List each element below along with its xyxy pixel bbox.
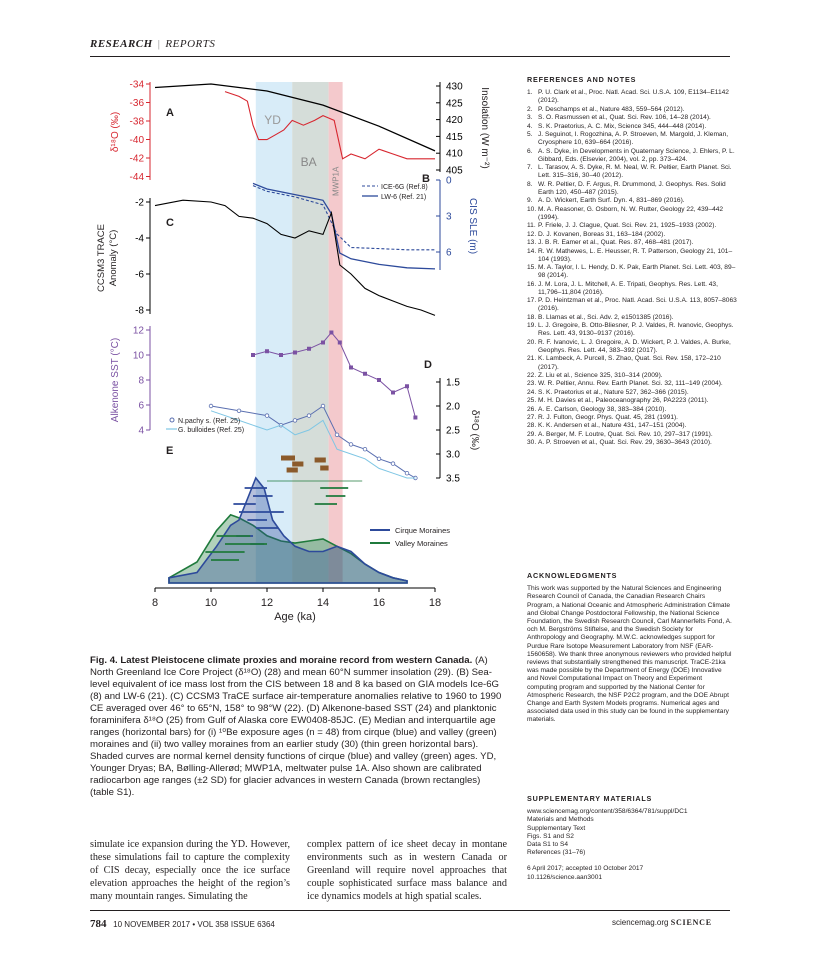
reference-text: Z. Liu et al., Science 325, 310–314 (2009). <box>538 372 663 380</box>
reference-number: 26. <box>527 405 537 413</box>
supplementary-line: References (31–76) <box>527 849 586 857</box>
radiocarbon-range <box>292 462 303 467</box>
body-column-2: complex pattern of ice sheet decay in montane environments such as in western Canada or Greenland will require novel approaches that couple sophisticated surface mass balance and ice dynamics models at high spatial scales. <box>307 839 507 902</box>
pachy-point <box>405 471 409 475</box>
reference-item <box>527 322 737 338</box>
axis-d-right-label: 3.0 <box>446 449 460 461</box>
sst-point <box>279 353 283 357</box>
supplementary-line: Figs. S1 and S2 <box>527 832 574 840</box>
panel-label-e: E <box>166 445 174 457</box>
axis-d-left-label: 6 <box>138 400 144 412</box>
axis-d-title: Alkenone SST (°C) <box>110 337 121 423</box>
axis-d-left-label: 10 <box>132 350 144 362</box>
reference-item <box>527 106 737 114</box>
reference-number: 23. <box>527 380 537 388</box>
reference-text: W. R. Peltier, D. F. Argus, R. Drummond, J. Geophys. Res. Solid Earth 120, 450–487 (2015). <box>538 180 726 196</box>
reference-number: 6. <box>527 147 533 155</box>
reference-number: 10. <box>527 205 537 213</box>
supplementary-section <box>527 795 732 882</box>
reference-item <box>527 123 737 131</box>
reference-item <box>527 339 737 355</box>
reference-text: A. E. Carlson, Geology 38, 383–384 (2010). <box>538 405 667 413</box>
reference-text: S. K. Praetorius, A. C. Mix, Science 345, 444–448 (2014). <box>538 122 707 130</box>
reference-text: L. Tarasov, A. S. Dyke, R. M. Neal, W. R. Peltier, Earth Planet. Sci. Lett. 315–316, 30–40 (2012). <box>538 164 732 180</box>
sst-point <box>391 391 395 395</box>
axis-d-left-label: 8 <box>138 375 144 387</box>
axis-d-left-label: 12 <box>132 325 144 337</box>
reference-text: A. P. Stroeven et al., Quat. Sci. Rev. 29, 3630–3643 (2010). <box>538 439 712 447</box>
references-section <box>527 76 737 448</box>
reference-text: J. Seguinot, I. Rogozhina, A. P. Stroeven, M. Margold, J. Kleman, Cryosphere 10, 639–664 (2016). <box>538 130 729 147</box>
reference-text: K. Lambeck, A. Purcell, S. Zhao, Quat. Sci. Rev. 158, 172–210 (2017). <box>538 355 721 371</box>
reference-number: 3. <box>527 114 533 122</box>
supplementary-line: Materials and Methods <box>527 816 594 824</box>
reference-text: R. F. Ivanovic, L. J. Gregoire, A. D. Wickert, P. J. Valdes, A. Burke, Geophys. Res. Lett. 44, 383–392 (2017). <box>538 338 731 355</box>
reference-text: A. D. Wickert, Earth Surf. Dyn. 4, 831–869 (2016). <box>538 197 685 205</box>
reference-item <box>527 372 737 380</box>
caption-title: Fig. 4. Latest Pleistocene climate proxies and moraine record from western Canada. <box>90 655 473 666</box>
pachy-point <box>293 419 297 423</box>
footer-left <box>90 918 275 930</box>
reference-text: M. A. Taylor, I. L. Hendy, D. K. Pak, Earth Planet. Sci. Lett. 403, 89–98 (2014). <box>538 264 736 280</box>
axis-d-left-label: 4 <box>138 425 144 437</box>
reference-text: J. B. R. Eamer et al., Quat. Res. 87, 468–481 (2017). <box>538 239 694 247</box>
legend-ice6g-label: ICE-6G (Ref.8) <box>381 184 428 191</box>
x-axis-title: Age (ka) <box>274 611 316 623</box>
yd-label: YD <box>264 113 281 127</box>
reference-item <box>527 231 737 239</box>
reference-text: L. J. Gregoire, B. Otto-Bliesner, P. J. Valdes, R. Ivanovic, Geophys. Res. Lett. 43, 9130–9137 (2016). <box>538 322 734 338</box>
reference-number: 21. <box>527 355 537 363</box>
sst-point <box>363 372 367 376</box>
reference-item <box>527 297 737 313</box>
pachy-point <box>209 404 213 408</box>
x-axis-tick-label: 12 <box>260 597 274 609</box>
axis-a-right-label: 410 <box>446 148 463 160</box>
doi: 10.1126/science.aan3001 <box>527 873 603 881</box>
reference-item <box>527 222 737 230</box>
panel-label-d: D <box>424 359 432 371</box>
axis-a-left-label: -36 <box>129 98 144 109</box>
axis-d-right-label: 2.5 <box>446 425 460 437</box>
axis-c-left-label: -8 <box>135 305 144 317</box>
mwp1a-label: MWP1A <box>331 166 341 196</box>
axis-b-right-label: 6 <box>446 247 452 259</box>
axis-c-left-label: -2 <box>135 197 144 209</box>
reference-number: 8. <box>527 180 533 188</box>
radiocarbon-range <box>281 456 295 461</box>
figure-4 <box>90 68 490 628</box>
reference-item <box>527 239 737 247</box>
reference-item <box>527 197 737 205</box>
reference-item <box>527 314 737 322</box>
axis-a-left-label: -38 <box>129 116 144 128</box>
legend-cirque-label: Cirque Moraines <box>395 526 451 535</box>
reference-text: R. W. Mathewes, L. E. Heusser, R. T. Patterson, Geology 21, 101–104 (1993). <box>538 247 733 263</box>
reference-item <box>527 431 737 439</box>
axis-a-left-label: -34 <box>129 79 144 91</box>
axis-d-right-title: δ¹⁸O (‰) <box>469 409 480 451</box>
axis-b-title: CIS SLE (m) <box>467 197 478 255</box>
reference-text: P. U. Clark et al., Proc. Natl. Acad. Sci. U.S.A. 109, E1134–E1142 (2012). <box>538 89 729 105</box>
axis-c-left-label: -6 <box>135 269 144 281</box>
pachy-point <box>265 414 269 418</box>
references-title: REFERENCES AND NOTES <box>527 75 637 84</box>
axis-a-right-label: 430 <box>446 81 463 93</box>
pachy-point <box>335 433 339 437</box>
reference-item <box>527 181 737 197</box>
axis-a-left-label: -40 <box>129 135 144 146</box>
reference-item <box>527 131 737 147</box>
reference-number: 14. <box>527 247 537 255</box>
axis-a-left-label: -44 <box>129 172 144 183</box>
reference-number: 15. <box>527 264 537 272</box>
reference-text: M. H. Davies et al., Paleoceanography 26, PA2223 (2011). <box>538 397 709 405</box>
reference-item <box>527 389 737 397</box>
axis-a-right-title: Insolation (W m⁻²) <box>479 87 490 169</box>
sst-point <box>321 341 325 345</box>
page-number: 784 <box>90 918 107 930</box>
reference-item <box>527 414 737 422</box>
axis-c-left-label: -4 <box>135 233 144 245</box>
axis-a-title: δ¹⁸O (‰) <box>110 111 121 153</box>
footer-right <box>612 918 712 927</box>
pachy-point <box>391 462 395 466</box>
x-axis-tick-label: 8 <box>151 597 159 609</box>
reference-number: 16. <box>527 280 537 288</box>
reference-text: W. R. Peltier, Annu. Rev. Earth Planet. Sci. 32, 111–149 (2004). <box>538 380 723 388</box>
reference-number: 29. <box>527 430 537 438</box>
pachy-point <box>377 457 381 461</box>
axis-c-title: CCSM3 TRACE <box>96 224 107 292</box>
received-dates: 6 April 2017; accepted 10 October 2017 <box>527 865 644 873</box>
supplementary-line: Supplementary Text <box>527 824 586 832</box>
axis-d-right-label: 2.0 <box>446 401 460 413</box>
sst-point <box>265 349 269 353</box>
sst-point <box>338 341 342 345</box>
reference-text: S. K. Praetorius et al., Nature 527, 362–366 (2015). <box>538 388 689 396</box>
header-section: RESEARCH <box>90 38 153 50</box>
reference-item <box>527 355 737 371</box>
axis-b-right-label: 3 <box>446 211 452 223</box>
reference-number: 20. <box>527 338 537 346</box>
panel-label-c: C <box>166 217 174 229</box>
radiocarbon-range <box>320 466 328 471</box>
reference-number: 27. <box>527 414 537 421</box>
reference-item <box>527 89 737 105</box>
reference-item <box>527 397 737 405</box>
reference-number: 2. <box>527 105 533 113</box>
acknowledgments-title: ACKNOWLEDGMENTS <box>527 571 618 580</box>
reference-text: R. J. Fulton, Geogr. Phys. Quat. 45, 281 (1991). <box>538 414 679 421</box>
reference-number: 30. <box>527 439 537 447</box>
reference-item <box>527 148 737 164</box>
axis-a-right-label: 425 <box>446 98 463 110</box>
axis-a-left-label: -42 <box>129 153 144 165</box>
sst-point <box>293 351 297 355</box>
reference-number: 11. <box>527 222 536 230</box>
axis-d-right-label: 3.5 <box>446 473 460 485</box>
reference-item <box>527 281 737 297</box>
reference-number: 17. <box>527 297 537 305</box>
body-column-1: simulate ice expansion during the YD. However, these simulations fail to capture the complexity of CIS decay, especially once the ice surface elevation approaches the height of the region’s many mountain ranges. Simulating the <box>90 839 290 902</box>
reference-text: P. Deschamps et al., Nature 483, 559–564 (2012). <box>538 105 685 113</box>
issue-info: 10 NOVEMBER 2017 • VOL 358 ISSUE 6364 <box>113 920 275 929</box>
sst-point <box>377 378 381 382</box>
supplementary-link[interactable]: www.sciencemag.org/content/358/6364/781/suppl/DC1 <box>527 808 688 816</box>
reference-text: J. M. Lora, J. L. Mitchell, A. E. Tripati, Geophys. Res. Lett. 43, 11,796–11,804 (2016). <box>538 280 718 296</box>
reference-text: P. D. Heintzman et al., Proc. Natl. Acad. Sci. U.S.A. 113, 8057–8063 (2016). <box>538 297 737 313</box>
pachy-point <box>321 404 325 408</box>
reference-item <box>527 114 737 122</box>
reference-text: M. A. Reasoner, G. Osborn, N. W. Rutter, Geology 22, 439–442 (1994). <box>538 205 724 221</box>
sst-point <box>307 347 311 351</box>
reference-number: 12. <box>527 230 537 238</box>
legend-valley-label: Valley Moraines <box>395 539 448 548</box>
x-axis-tick-label: 18 <box>428 597 442 609</box>
footer-rule <box>90 910 730 911</box>
running-header <box>90 38 215 50</box>
reference-text: P. Friele, J. J. Clague, Quat. Sci. Rev. 21, 1925–1933 (2002). <box>538 222 717 230</box>
header-subsection: REPORTS <box>165 38 216 50</box>
axis-b-right-label: 0 <box>446 175 452 187</box>
axis-a-right-label: 405 <box>446 165 463 177</box>
reference-item <box>527 422 737 430</box>
pachy-point <box>349 443 353 447</box>
caption-text: (A) North Greenland Ice Core Project (δ¹⁸O) (28) and mean 60°N summer insolation (29). (B) Sea-level equivalent of ice mass lost from the CIS between 18 and 8 ka based on GIA models Ice-6G (8) and LW-6 (21). (C) CCSM3 TraCE surface air-temperature anomalies relative to 1960 to 1990 CE averaged over 46° to 65°N, 158° to 98°W (22). (D) Alkenone-based SST (24) and planktonic foraminifera δ¹⁸O (25) from Gulf of Alaska core EW0408-85JC. (E) Median and interquartile age ranges (horizontal bars) for (i) ¹⁰Be exposure ages (n = 48) from cirque (blue) and valley (green) moraines and (ii) two valley moraines from an earlier study (30) (thin green horizontal bars). Shaded curves are normal kernel density functions of cirque (blue) and valley (green) ages. YD, Younger Dryas; BA, Bølling-Allerød; MWP1A, meltwater pulse 1A. Also shown are calibrated radiocarbon age ranges (±2 SD) for glacier advances in western Canada (brown rectangles) (table S1). <box>90 655 502 798</box>
sst-point <box>251 353 255 357</box>
reference-item <box>527 164 737 180</box>
reference-text: S. O. Rasmussen et al., Quat. Sci. Rev. 106, 14–28 (2014). <box>538 114 711 122</box>
sst-point <box>329 331 333 335</box>
reference-text: K. K. Andersen et al., Nature 431, 147–151 (2004). <box>538 422 687 430</box>
reference-number: 13. <box>527 239 537 247</box>
legend-pachy-label: N.pachy s. (Ref. 25) <box>178 418 241 425</box>
reference-text: B. Llamas et al., Sci. Adv. 2, e1501385 (2016). <box>538 313 674 321</box>
sst-point <box>413 416 417 420</box>
header-rule <box>90 56 730 57</box>
reference-number: 25. <box>527 397 537 405</box>
reference-number: 28. <box>527 422 537 430</box>
pachy-point <box>363 447 367 451</box>
sst-point <box>405 384 409 388</box>
pachy-point <box>237 409 241 413</box>
x-axis-tick-label: 10 <box>204 597 218 609</box>
reference-item <box>527 380 737 388</box>
reference-text: A. Berger, M. F. Loutre, Quat. Sci. Rev. 10, 297–317 (1991). <box>538 430 713 438</box>
reference-number: 22. <box>527 372 537 380</box>
axis-a-right-label: 415 <box>446 131 463 143</box>
x-axis-tick-label: 16 <box>372 597 386 609</box>
x-axis-tick-label: 14 <box>316 597 330 609</box>
journal-name: SCIENCE <box>670 918 712 927</box>
legend-lw6-label: LW-6 (Ref. 21) <box>381 194 427 201</box>
header-separator: | <box>157 38 161 50</box>
ba-label: BA <box>300 155 317 169</box>
reference-item <box>527 206 737 222</box>
panel-label-b: B <box>422 173 430 185</box>
references-list <box>527 89 737 447</box>
pachy-point <box>307 414 311 418</box>
reference-number: 7. <box>527 164 533 172</box>
supplementary-title: SUPPLEMENTARY MATERIALS <box>527 794 653 803</box>
reference-item <box>527 264 737 280</box>
figure-caption <box>90 655 505 799</box>
acknowledgments-text: This work was supported by the Natural Sciences and Engineering Research Council of Canada, the Canadian Research Chairs Program, a National Oceanic and Atmospheric Administration Climate and Global Change Postdoctoral Fellowship, the National Science Foundation, the Swedish Research Council, Carl Mannerfelts Fond, A. och M. Bergströms Stiftelse, and the Swedish Society for Anthropology and Geography. M.W.C. acknowledges support for Purdue Rare Isotope Measurement Laboratory from NSF (EAR-1560658). We thank three anonymous reviewers who provided helpful reviews that substantially strengthened this manuscript. TraCE-21ka was made possible by the Department of Energy (DOE) Innovative and Novel Computational Impact on Theory and Experiment computing program and supported by the National Center for Atmospheric Research, the NSF P2C2 program, and the DOE Abrupt Change and Earth System Models programs. Numerical ages and associated data used in this study can be found in the supplementary materials. <box>527 585 732 724</box>
radiocarbon-range <box>315 458 326 463</box>
legend-pachy-swatch <box>170 418 174 422</box>
radiocarbon-range <box>287 468 298 473</box>
site-url[interactable]: sciencemag.org <box>612 918 669 927</box>
acknowledgments-section <box>527 572 732 725</box>
legend-bulloides-label: G. bulloides (Ref. 25) <box>178 427 245 434</box>
reference-item <box>527 248 737 264</box>
reference-number: 24. <box>527 388 537 396</box>
reference-item <box>527 406 737 414</box>
sst-point <box>349 366 353 370</box>
axis-a-right-label: 420 <box>446 115 463 127</box>
reference-number: 5. <box>527 130 533 138</box>
reference-number: 4. <box>527 122 533 130</box>
reference-number: 1. <box>527 89 533 97</box>
axis-c-title: Anomaly (°C) <box>108 229 119 287</box>
reference-text: D. J. Kovanen, Boreas 31, 163–184 (2002). <box>538 230 666 238</box>
axis-d-right-label: 1.5 <box>446 377 460 389</box>
reference-number: 19. <box>527 322 537 330</box>
reference-number: 9. <box>527 197 533 205</box>
reference-number: 18. <box>527 313 537 321</box>
supplementary-line: Data S1 to S4 <box>527 841 569 849</box>
reference-text: A. S. Dyke, in Developments in Quaternary Science, J. Ehlers, P. L. Gibbard, Eds. (Elsevier, 2004), vol. 2, pp. 373–424. <box>538 147 735 163</box>
reference-item <box>527 439 737 447</box>
panel-label-a: A <box>166 107 174 119</box>
